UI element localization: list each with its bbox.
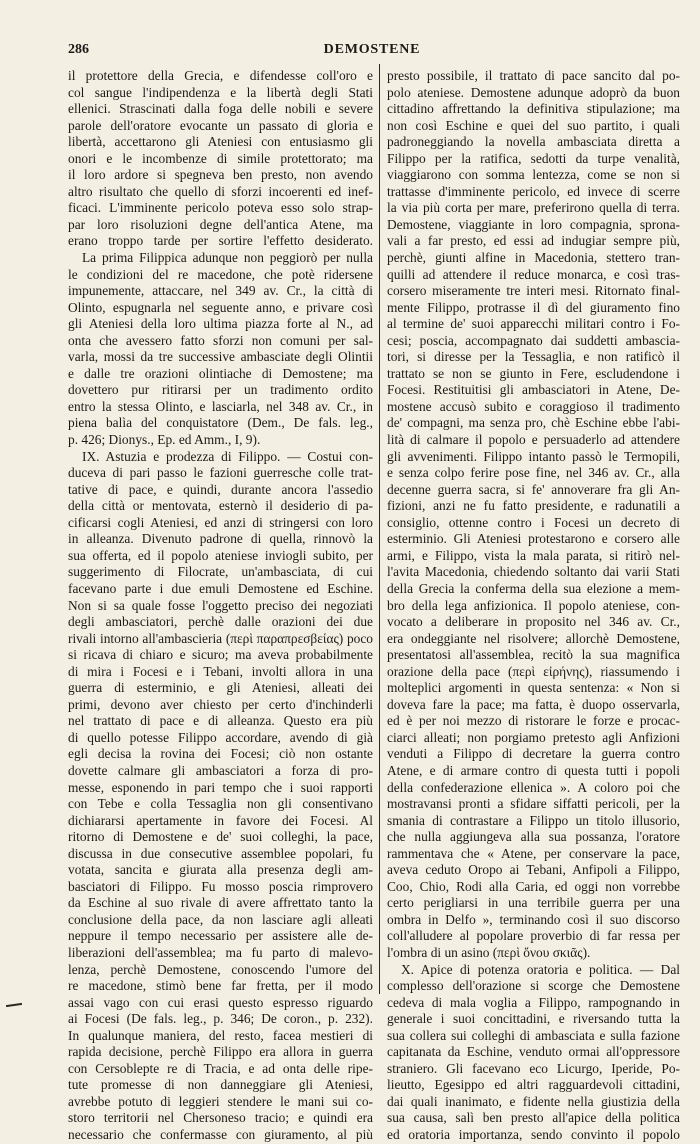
text-line: gli avvenimenti. Filippo intanto passò le Termopili, bbox=[387, 448, 680, 464]
column-divider bbox=[379, 64, 380, 994]
text-line: mostravansi pronti a sfidare siffatti pericoli, per la bbox=[387, 796, 680, 812]
page-number: 286 bbox=[68, 42, 89, 57]
text-line: orazione della pace (περὶ εἰρήνης), riassumendo i bbox=[387, 663, 680, 679]
text-line: certo perigliarsi in una terribile guerra per una bbox=[387, 895, 680, 911]
text-line: messe, esponendo in pari tempo che i suoi rapporti bbox=[68, 779, 373, 795]
text-line: le condizioni del re macedone, che potè ridersene bbox=[68, 266, 373, 282]
text-line: sua collera sui colleghi di ambasciata e sulla fazione bbox=[387, 1027, 680, 1043]
text-line: perchè, giunti alfine in Macedonia, stettero tran- bbox=[387, 250, 680, 266]
text-line: sua offerta, ed il popolo ateniese inviogli subito, per bbox=[68, 547, 373, 563]
text-line: ciarci alleati; non porgiamo pretesto agli Anfizioni bbox=[387, 729, 680, 745]
text-line: tori, si diresse per la Tessaglia, e non ratificò il bbox=[387, 349, 680, 365]
text-line: era ondeggiante nel risolvere; allorchè Demostene, bbox=[387, 630, 680, 646]
text-line: basciatori di Filippo. Fu mosso poscia rimprovero bbox=[68, 878, 373, 894]
text-line: quilli ad attendere il reduce monarca, e così tras- bbox=[387, 266, 680, 282]
text-line: consiglio, ottenne contro i Focesi un decreto di bbox=[387, 514, 680, 530]
text-line: con Cersoblepte re di Tracia, e ad onta delle ripe- bbox=[68, 1060, 373, 1076]
text-line: La prima Filippica adunque non peggiorò per nulla bbox=[82, 250, 373, 266]
text-line: in alleanza. Divenuto padrone di quella, rinnovò la bbox=[68, 531, 373, 547]
text-line: ellenici. Strascinati dalla foga delle nobili e severe bbox=[68, 101, 373, 117]
text-line: presentatosi all'assemblea, recitò la sua magnifica bbox=[387, 647, 680, 663]
text-line: primi, devono aver chiesto per certo d'inchinderli bbox=[68, 696, 373, 712]
text-line: lieutto, Egesippo ed altri ragguardevoli cittadini, bbox=[387, 1077, 680, 1093]
text-line: facevano parte i due emuli Demostene ed Eschine. bbox=[68, 580, 373, 596]
text-line: Filippo per la ratifica, sedotti da turpe venalità, bbox=[387, 150, 680, 166]
text-line: dovettero pur ritirarsi per un tradimento ordito bbox=[68, 382, 373, 398]
text-line: al termine de' suoi apparecchi militari contro i Fo- bbox=[387, 316, 680, 332]
text-line: che nulla aggiungeva alla sua possanza, l'oratore bbox=[387, 829, 680, 845]
text-line: impunemente, attaccare, nel 349 av. Cr., la città di bbox=[68, 283, 373, 299]
text-line: decenne guerra sacra, si fe' annoverare fra gli An- bbox=[387, 481, 680, 497]
text-line: onta che avessero fatto sforzi non comuni per sal- bbox=[68, 332, 373, 348]
text-line: avrebbe potuto di leggieri stendere le mani sui co- bbox=[68, 1093, 373, 1109]
text-line: lenza, perchè Demostene, conoscendo l'umore del bbox=[68, 961, 373, 977]
text-line: storo territorii nel Chersoneso tracio; e quindi era bbox=[68, 1110, 373, 1126]
text-line: votata, sancita e giurata alla presenza degli am- bbox=[68, 862, 373, 878]
text-line: p. 426; Dionys., Ep. ed Amm., I, 9). bbox=[68, 432, 261, 448]
text-line: armi, e Filippo, vista la mala parata, si ritirò nel- bbox=[387, 547, 680, 563]
text-line: il protettore della Grecia, e difendesse coll'oro e bbox=[68, 68, 373, 83]
text-line: la via più corta per mare, preferirono quella di terra. bbox=[387, 200, 680, 216]
text-line: par loro risoluzioni degne dell'antica Atene, ma bbox=[68, 216, 373, 232]
text-line: degli ambasciatori, perchè dalle orazioni dei due bbox=[68, 614, 373, 630]
text-line: esterminio. Gli Ateniesi protestarono e corsero alle bbox=[387, 531, 680, 547]
text-line: cesi; poscia, accompagnato dai suddetti ambascia- bbox=[387, 332, 680, 348]
text-line: parole dell'oratore evocante un passato di gloria e bbox=[68, 117, 373, 133]
text-line: di quello potesse Filippo accordare, avendo di già bbox=[68, 729, 373, 745]
text-line: Coo, Chio, Rodi alla Caria, ed oggi non vorrebbe bbox=[387, 878, 680, 894]
text-line: il loro ardore si spegneva ben presto, non avendo bbox=[68, 167, 373, 183]
text-line: smania di contrastare a Filippo un titolo illusorio, bbox=[387, 812, 680, 828]
text-line: mente Filippo, protrasse il dì del giuramento fino bbox=[387, 299, 680, 315]
text-line: ficaci. L'imminente pericolo poteva esso solo strap- bbox=[68, 200, 373, 216]
text-line: ed oratoria importanza, sendo convinto il popolo bbox=[387, 1127, 680, 1142]
text-line: e dalle tre orazioni olintiache di Demostene; ma bbox=[68, 365, 373, 381]
text-line: sua causa, salì ben presto all'apice della politica bbox=[387, 1110, 680, 1126]
running-title: DEMOSTENE bbox=[323, 42, 421, 57]
text-line: ritorno di Demostene e de' suoi colleghi, la pace, bbox=[68, 829, 373, 845]
text-line: molteplici argomenti in questa sentenza: « Non si bbox=[387, 680, 680, 696]
text-line: di mira i Focesi e i Tebani, involti allora in una bbox=[68, 663, 373, 679]
text-line: conclusione della pace, da non lasciare agli alleati bbox=[68, 911, 373, 927]
text-line: corsero miseramente tre interi mesi. Ritornato final- bbox=[387, 283, 680, 299]
text-line: guerra di esterminio, e gli Ateniesi, alleati dei bbox=[68, 680, 373, 696]
text-line: della città or mentovata, esternò il desiderio di pa- bbox=[68, 498, 373, 514]
text-line: rivali intorno all'ambascieria (περὶ παραπρεσβείας) poco bbox=[68, 630, 373, 646]
text-line: cificarsi cogli Ateniesi, ed anzi di stringersi con loro bbox=[68, 514, 373, 530]
text-line: mostene accusò subito e coraggioso il tradimento bbox=[387, 398, 680, 414]
text-line: entro la stessa Olinto, e lasciarla, nel 348 av. Cr., in bbox=[68, 398, 373, 414]
text-line: coll'alludere al popolare proverbio di far ressa per bbox=[387, 928, 680, 944]
text-line: ed è per noi mezzo di ristorare le forze e procac- bbox=[387, 713, 680, 729]
text-line: lità di calmare il popolo e persuaderlo ad attendere bbox=[387, 432, 680, 448]
text-line: doveva fare la pace; ma fatta, è duopo osservarla, bbox=[387, 696, 680, 712]
text-line: nel trattato di pace e di alleanza. Questo era più bbox=[68, 713, 373, 729]
text-line: aveva ceduto Oropo ai Tebani, Anfipoli a Filippo, bbox=[387, 862, 680, 878]
margin-pencil-mark bbox=[6, 1003, 22, 1007]
text-line: libertà, accettarono gli Ateniesi con entusiasmo gli bbox=[68, 134, 373, 150]
text-line: l'avita Macedonia, chiedendo soltanto dai varii Stati bbox=[387, 564, 680, 580]
text-line: generale i suoi concittadini, e riversando tutta la bbox=[387, 1011, 680, 1027]
text-line: tative di pace, e quindi, durante ancora l'assedio bbox=[68, 481, 373, 497]
text-line: re macedone, stimò bene far fretta, per il modo bbox=[68, 978, 373, 994]
running-header bbox=[68, 42, 676, 62]
text-line: Demostene, viaggiante in loro compagnia, sprona- bbox=[387, 216, 680, 232]
text-line: col sangue l'indipendenza e la libertà degli Stati bbox=[68, 84, 373, 100]
text-line: de' compagni, ma senza pro, chè Eschine ebbe l'abi- bbox=[387, 415, 680, 431]
text-line: venduti a Filippo di decretare la guerra contro bbox=[387, 746, 680, 762]
text-line: e senza colpo ferire pose fine, nel 346 av. Cr., alla bbox=[387, 465, 680, 481]
text-line: Atene, e di armare contro di questa tutti i popoli bbox=[387, 762, 680, 778]
text-line: fizioni, anzi ne fu fatto presidente, e radunatili a bbox=[387, 498, 680, 514]
text-line: non così Eschine e quei del suo partito, i quali bbox=[387, 117, 680, 133]
text-line: straniero. Gli facevano eco Licurgo, Iperide, Po- bbox=[387, 1060, 680, 1076]
text-line: Focesi. Restituitisi gli ambasciatori in Atene, De- bbox=[387, 382, 680, 398]
text-line: ombra in Delfo », terminando così il suo discorso bbox=[387, 911, 680, 927]
text-line: della Grecia la conferma della sua elezione a mem- bbox=[387, 580, 680, 596]
text-line: egli decisa la rovina dei Focesi; ciò non ostante bbox=[68, 746, 373, 762]
text-line: si ricava di chiaro e sicuro; ma aveva probabilmente bbox=[68, 647, 373, 663]
text-line: varla, mossi da tre successive ambasciate degli Olintii bbox=[68, 349, 373, 365]
text-line: cedeva di mala voglia a Filippo, rampognando in bbox=[387, 994, 680, 1010]
text-line: necessario che confermasse con giuramento, al più bbox=[68, 1127, 373, 1142]
text-line: bro della lega anfizionica. Il popolo ateniese, con- bbox=[387, 597, 680, 613]
text-line: altro risultato che quello di sforzi incoerenti ed inef- bbox=[68, 183, 373, 199]
text-line: padroneggiando la novella ambasciata diretta a bbox=[387, 134, 680, 150]
text-line: neppure il tempo necessario per assistere alle de- bbox=[68, 928, 373, 944]
right-text-column bbox=[387, 68, 680, 1144]
text-line: X. Apice di potenza oratoria e politica. — Dal bbox=[401, 961, 680, 977]
text-line: rapida decisione, perchè Filippo era allora in guerra bbox=[68, 1044, 373, 1060]
text-line: liberazioni dell'assemblea; ma fu parto di malevo- bbox=[68, 944, 373, 960]
text-line: Olinto, espugnarla nel seguente anno, e privare così bbox=[68, 299, 373, 315]
text-line: viaggiarono con somma lentezza, come se non si bbox=[387, 167, 680, 183]
text-line: duceva di pari passo le fazioni guerresche colle trat- bbox=[68, 465, 373, 481]
text-line: In qualunque maniera, del resto, facea mestieri di bbox=[68, 1027, 373, 1043]
text-line: suggerimento di Filocrate, un'ambasciata, di cui bbox=[68, 564, 373, 580]
text-line: da Eschine al suo rivale di avere affrettato tanto la bbox=[68, 895, 373, 911]
text-line: polo ateniese. Demostene adunque adoprò da buon bbox=[387, 84, 680, 100]
text-line: vali a far presto, ed essi ad indugiar sempre più, bbox=[387, 233, 680, 249]
text-line: l'ombra di un asino (περὶ ὄνου σκιᾶς). bbox=[387, 944, 591, 960]
text-line: Non si sa quale fosse l'oggetto preciso dei negoziati bbox=[68, 597, 373, 613]
text-line: erano troppo tarde per sortire l'effetto desiderato. bbox=[68, 233, 373, 249]
text-line: onori e le incombenze di simile protettorato; ma bbox=[68, 150, 373, 166]
text-line: complesso dell'orazione si scorge che Demostene bbox=[387, 978, 680, 994]
text-line: gli Ateniesi della loro ultima piazza forte al N., ad bbox=[68, 316, 373, 332]
text-line: dichiararsi apertamente in favore dei Focesi. Al bbox=[68, 812, 373, 828]
text-line: rammentava che « Atene, per conservare la pace, bbox=[387, 845, 680, 861]
text-line: assai vago con cui erasi questo espresso riguardo bbox=[68, 994, 373, 1010]
text-line: presto possibile, il trattato di pace sancito dal po- bbox=[387, 68, 680, 83]
text-line: discussa in due consecutive assemblee popolari, fu bbox=[68, 845, 373, 861]
text-line: dovette calmare gli ambasciatori a forza di pro- bbox=[68, 762, 373, 778]
text-line: cittadino affrettando la definitiva stipulazione; ma bbox=[387, 101, 680, 117]
text-line: IX. Astuzia e prodezza di Filippo. — Costui con- bbox=[82, 448, 373, 464]
text-line: piena balìa del conquistatore (Dem., De fals. leg., bbox=[68, 415, 373, 431]
text-line: dai quali inanimato, e fidente nella giustizia della bbox=[387, 1093, 680, 1109]
text-line: trattato se non se giunto in Fere, escludendone i bbox=[387, 365, 680, 381]
text-line: trattasse d'imminente pericolo, ed invece di scerre bbox=[387, 183, 680, 199]
text-line: con Tebe e colla Tessaglia non gli consentivano bbox=[68, 796, 373, 812]
text-line: tute promesse di non danneggiare gli Ateniesi, bbox=[68, 1077, 373, 1093]
left-text-column bbox=[68, 68, 373, 1144]
text-line: della confederazione ellenica ». A coloro poi che bbox=[387, 779, 680, 795]
text-line: vocato a deliberare in proposito nel 346 av. Cr., bbox=[387, 614, 680, 630]
text-line: ai Focesi (De fals. leg., p. 346; De coron., p. 232). bbox=[68, 1011, 373, 1027]
text-line: capitanata da Eschine, venduto ormai all'oppressore bbox=[387, 1044, 680, 1060]
